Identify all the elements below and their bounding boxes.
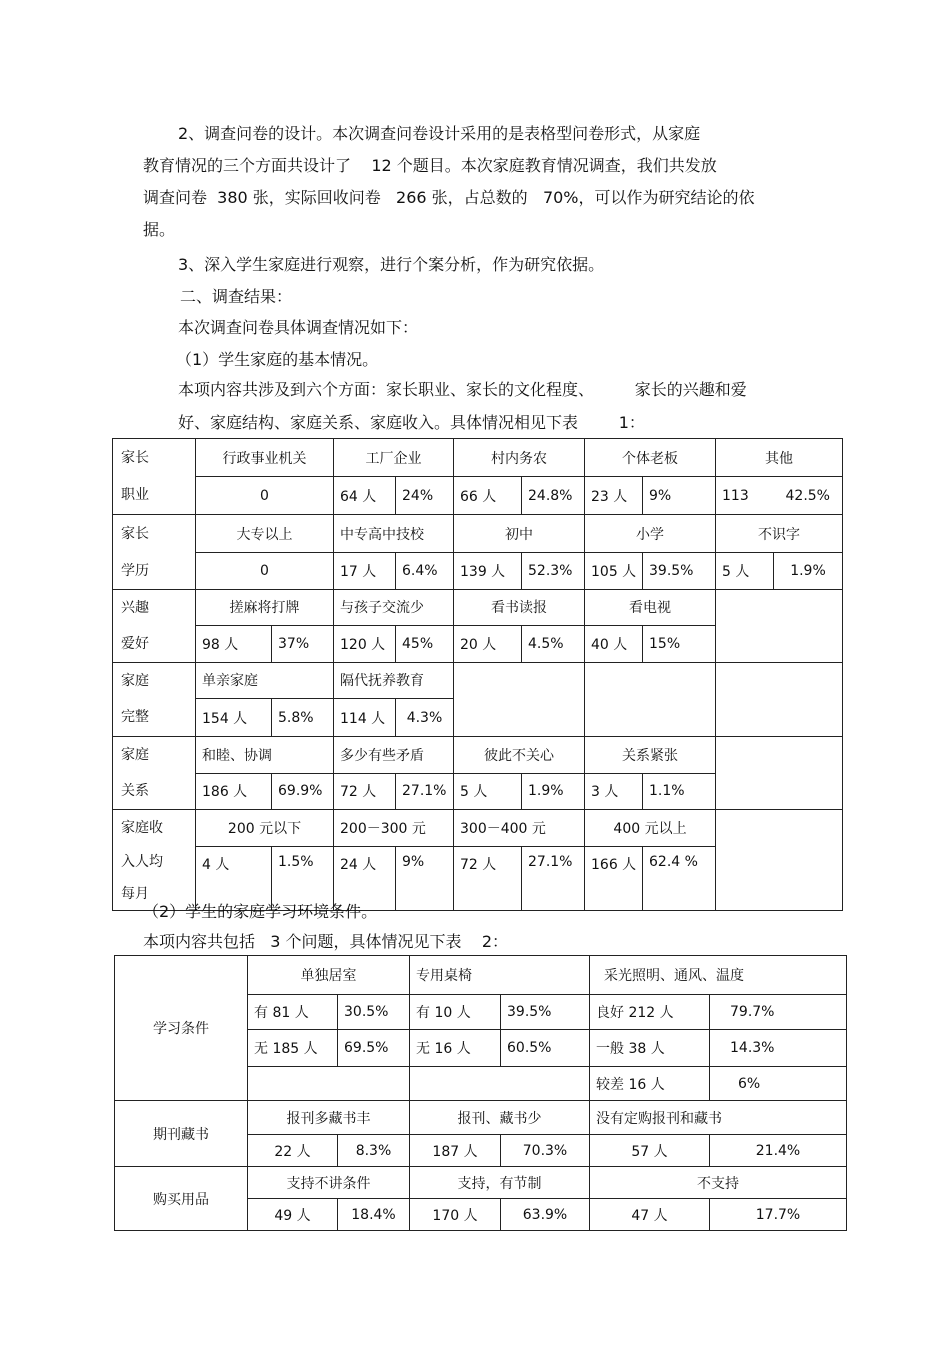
books-header-row	[115, 1101, 847, 1135]
value-cell: 5 人	[454, 773, 522, 810]
value-cell: 4.5%	[522, 626, 585, 663]
value-cell: 186 人	[196, 773, 272, 810]
value-cell: 24 人	[334, 846, 396, 911]
empty-cell	[716, 810, 843, 911]
income-header-row	[113, 810, 843, 847]
value-cell: 98 人	[196, 626, 272, 663]
value-cell: 9%	[643, 477, 716, 515]
value-cell: 27.1%	[522, 846, 585, 911]
value-cell: 64 人	[334, 477, 396, 515]
value-cell: 52.3%	[522, 553, 585, 590]
books-label: 期刊藏书	[115, 1101, 248, 1167]
para-3: 本次调查问卷具体调查情况如下：	[178, 318, 419, 337]
value-cell: 139 人	[454, 553, 522, 590]
value-cell: 72 人	[334, 773, 396, 810]
value-cell: 154 人	[196, 699, 272, 737]
value-cell: 15%	[643, 626, 716, 663]
value-cell: 62.4 %	[643, 846, 716, 911]
value-cell: 18.4%	[338, 1199, 410, 1231]
header-cell: 看电视	[585, 589, 716, 626]
hobby-label-1: 兴趣	[113, 589, 196, 626]
value-cell: 69.9%	[272, 773, 334, 810]
education-label-2: 学历	[113, 553, 196, 590]
value-cell: 1.9%	[774, 553, 843, 590]
value-cell: 良好 212 人	[590, 995, 710, 1030]
occupation-value-row	[113, 477, 843, 515]
value-cell: 21.4%	[710, 1135, 847, 1167]
value-cell: 113	[716, 477, 774, 515]
value-cell: 114 人	[334, 699, 396, 737]
header-cell: 200 元以下	[196, 810, 334, 847]
supplies-label: 购买用品	[115, 1167, 248, 1231]
value-cell: 无 16 人	[410, 1030, 501, 1067]
value-cell: 有 10 人	[410, 995, 501, 1030]
value-cell: 27.1%	[396, 773, 454, 810]
value-cell: 1.5%	[272, 846, 334, 911]
relation-label-1: 家庭	[113, 737, 196, 774]
empty-cell	[454, 662, 585, 737]
header-cell: 没有定购报刊和藏书	[590, 1101, 847, 1135]
value-cell: 45%	[396, 626, 454, 663]
value-cell: 8.3%	[338, 1135, 410, 1167]
para-4-line-2: 好、家庭结构、家庭关系、家庭收入。具体情况相见下表 1：	[178, 413, 645, 432]
occupation-label-1: 家长	[113, 439, 196, 477]
header-cell: 300－400 元	[454, 810, 585, 847]
value-cell: 105 人	[585, 553, 643, 590]
value-cell: 170 人	[410, 1199, 501, 1231]
header-cell: 支持，有节制	[410, 1167, 590, 1199]
header-cell: 和睦、协调	[196, 737, 334, 774]
value-cell: 23 人	[585, 477, 643, 515]
study-header-row	[115, 956, 847, 995]
value-cell: 5.8%	[272, 699, 334, 737]
value-cell: 57 人	[590, 1135, 710, 1167]
header-cell: 400 元以上	[585, 810, 716, 847]
value-cell: 30.5%	[338, 995, 410, 1030]
header-cell: 中专高中技校	[334, 515, 454, 553]
relation-header-row	[113, 737, 843, 774]
para-1-line-3: 调查问卷 380 张，实际回收问卷 266 张，占总数的 70%，可以作为研究结论的依	[143, 188, 755, 207]
header-cell: 多少有些矛盾	[334, 737, 454, 774]
header-cell: 隔代抚养教育	[334, 662, 454, 699]
value-cell: 66 人	[454, 477, 522, 515]
subsection-2-title: （2）学生的家庭学习环境条件。	[143, 902, 378, 921]
value-cell: 14.3%	[710, 1030, 847, 1067]
value-cell: 无 185 人	[248, 1030, 338, 1067]
value-cell: 70.3%	[501, 1135, 590, 1167]
value-cell: 47 人	[590, 1199, 710, 1231]
header-cell: 报刊多藏书丰	[248, 1101, 410, 1135]
value-cell: 39.5%	[643, 553, 716, 590]
header-cell: 关系紧张	[585, 737, 716, 774]
section-heading-results: 二、调查结果：	[180, 287, 293, 306]
para-2: 3、深入学生家庭进行观察，进行个案分析，作为研究依据。	[178, 255, 605, 274]
value-cell: 37%	[272, 626, 334, 663]
value-cell: 63.9%	[501, 1199, 590, 1231]
value-cell: 120 人	[334, 626, 396, 663]
value-cell: 20 人	[454, 626, 522, 663]
para-4-line-1: 本项内容共涉及到六个方面：家长职业、家长的文化程度、 家长的兴趣和爱	[178, 380, 747, 399]
value-cell: 4.3%	[396, 699, 454, 737]
value-cell: 1.1%	[643, 773, 716, 810]
value-cell: 9%	[396, 846, 454, 911]
header-cell: 与孩子交流少	[334, 589, 454, 626]
value-cell: 17 人	[334, 553, 396, 590]
value-cell: 24.8%	[522, 477, 585, 515]
structure-header-row	[113, 662, 843, 699]
value-cell: 79.7%	[710, 995, 847, 1030]
income-label-3: 每月	[121, 886, 149, 902]
value-cell: 49 人	[248, 1199, 338, 1231]
header-cell: 采光照明、通风、温度	[590, 956, 847, 995]
value-cell: 1.9%	[522, 773, 585, 810]
header-cell: 个体老板	[585, 439, 716, 477]
header-cell: 200－300 元	[334, 810, 454, 847]
value-cell: 24%	[396, 477, 454, 515]
header-cell: 单亲家庭	[196, 662, 334, 699]
header-cell: 初中	[454, 515, 585, 553]
header-cell: 村内务农	[454, 439, 585, 477]
header-cell: 彼此不关心	[454, 737, 585, 774]
hobby-header-row	[113, 589, 843, 626]
income-label-cell	[113, 846, 196, 911]
empty-cell	[716, 737, 843, 810]
study-label: 学习条件	[115, 956, 248, 1101]
header-cell: 搓麻将打牌	[196, 589, 334, 626]
empty-cell	[716, 662, 843, 737]
hobby-label-2: 爱好	[113, 626, 196, 663]
value-cell: 17.7%	[710, 1199, 847, 1231]
value-cell: 较差 16 人	[590, 1067, 710, 1101]
value-cell: 22 人	[248, 1135, 338, 1167]
empty-cell	[410, 1067, 590, 1101]
value-cell: 3 人	[585, 773, 643, 810]
value-cell: 一般 38 人	[590, 1030, 710, 1067]
header-cell: 不识字	[716, 515, 843, 553]
supplies-header-row	[115, 1167, 847, 1199]
header-cell: 专用桌椅	[410, 956, 590, 995]
empty-cell	[248, 1067, 410, 1101]
value-cell: 39.5%	[501, 995, 590, 1030]
para-1-line-1: 2、调查问卷的设计。本次调查问卷设计采用的是表格型问卷形式，从家庭	[178, 124, 701, 143]
header-cell: 单独居室	[248, 956, 410, 995]
value-cell: 6.4%	[396, 553, 454, 590]
value-cell: 60.5%	[501, 1030, 590, 1067]
header-cell: 不支持	[590, 1167, 847, 1199]
header-cell: 报刊、藏书少	[410, 1101, 590, 1135]
value-cell: 42.5%	[774, 477, 843, 515]
education-header-row	[113, 515, 843, 553]
occupation-label-2: 职业	[113, 477, 196, 515]
header-cell: 行政事业机关	[196, 439, 334, 477]
value-cell: 0	[196, 477, 334, 515]
value-cell: 4 人	[196, 846, 272, 911]
value-cell: 69.5%	[338, 1030, 410, 1067]
header-cell: 看书读报	[454, 589, 585, 626]
value-cell: 有 81 人	[248, 995, 338, 1030]
subsection-1-title: （1）学生家庭的基本情况。	[176, 350, 379, 369]
value-cell: 6%	[710, 1067, 847, 1101]
structure-label-1: 家庭	[113, 662, 196, 699]
header-cell: 大专以上	[196, 515, 334, 553]
table-2	[114, 955, 847, 1231]
value-cell: 72 人	[454, 846, 522, 911]
value-cell: 166 人	[585, 846, 643, 911]
relation-label-2: 关系	[113, 773, 196, 810]
income-label-1: 家庭收	[113, 810, 196, 847]
table-1	[112, 438, 843, 911]
value-cell: 40 人	[585, 626, 643, 663]
occupation-header-row	[113, 439, 843, 477]
value-cell: 187 人	[410, 1135, 501, 1167]
header-cell: 支持不讲条件	[248, 1167, 410, 1199]
structure-label-2: 完整	[113, 699, 196, 737]
education-label-1: 家长	[113, 515, 196, 553]
header-cell: 小学	[585, 515, 716, 553]
value-cell: 0	[196, 553, 334, 590]
income-label-2: 入人均	[121, 854, 163, 870]
empty-cell	[585, 662, 716, 737]
para-5: 本项内容共包括 3 个问题，具体情况见下表 2：	[143, 932, 509, 951]
para-1-line-2: 教育情况的三个方面共设计了 12 个题目。本次家庭教育情况调查，我们共发放	[143, 156, 717, 175]
education-value-row	[113, 553, 843, 590]
empty-cell	[716, 589, 843, 662]
header-cell: 工厂企业	[334, 439, 454, 477]
header-cell: 其他	[716, 439, 843, 477]
para-1-line-4: 据。	[143, 220, 176, 239]
value-cell: 5 人	[716, 553, 774, 590]
